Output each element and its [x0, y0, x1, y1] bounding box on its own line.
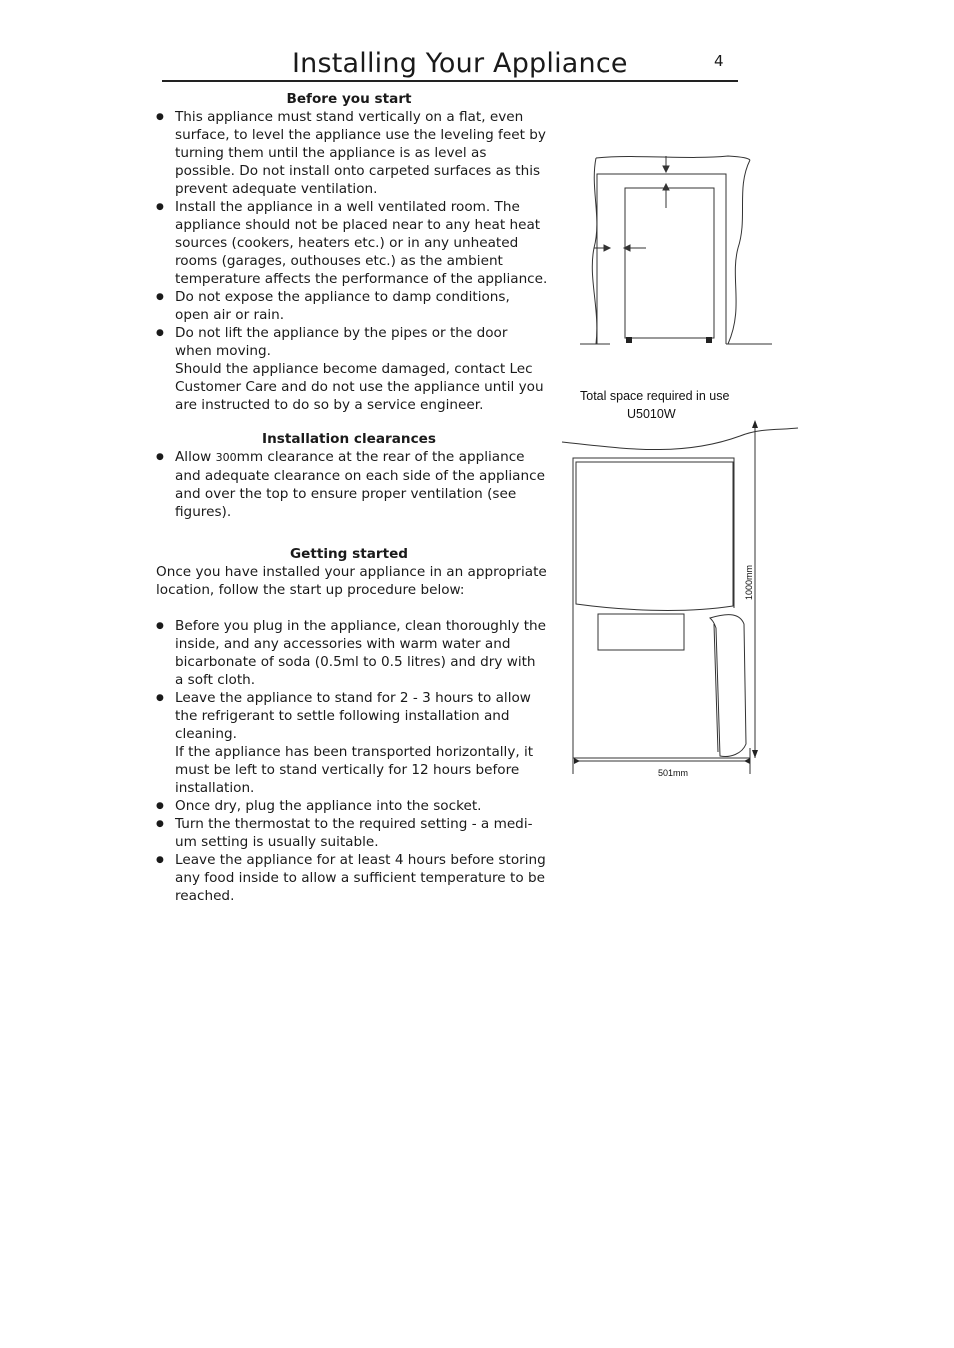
bullet-list: [156, 617, 548, 743]
list-item: ● Turn the thermostat to the required setting - a medi-um setting is usually suitable.: [156, 815, 548, 851]
clearance-text: mm clearance at the rear of the appliance and adequate clearance on each side of the appliance and over the top to ensure proper ventilation (see figures).: [175, 449, 545, 520]
section-heading: Before you start: [286, 91, 412, 107]
list-item: ● Leave the appliance for at least 4 hours before storing any food inside to allow a sufficient temperature to be reached.: [156, 851, 548, 905]
transport-note: If the appliance has been transported horizontally, it must be left to stand vertically for 12 hours before installation.: [175, 744, 534, 796]
bullet-list: [156, 108, 548, 360]
section-installation-clearances: [156, 430, 548, 521]
page-title: Installing Your Appliance: [292, 48, 628, 79]
section-getting-started: [156, 545, 548, 905]
list-item: ● Do not lift the appliance by the pipes or the door when moving.: [156, 324, 548, 360]
dimension-diagram: [560, 418, 800, 780]
figure-model: U5010W: [627, 407, 676, 421]
list-item: ● This appliance must stand vertically on a flat, even surface, to level the appliance use the leveling feet by turning them until the appliance is as level as possible. Do not install onto carpeted surfaces as this prevent adequate ventilation.: [156, 108, 548, 198]
page-number: 4: [714, 52, 724, 70]
clearance-value: 300: [215, 451, 237, 464]
damage-note: Should the appliance become damaged, contact Lec Customer Care and do not use the appliance until you are instructed to do so by a service engineer.: [175, 361, 544, 413]
header-rule: [162, 80, 738, 82]
list-item: ● Install the appliance in a well ventilated room. The appliance should not be placed near to any heat heat sources (cookers, heaters etc.) or in any unheated rooms (garages, outhouses etc.) as the ambient temperature affects the performance of the appliance.: [156, 198, 548, 288]
clearance-prefix: Allow: [175, 449, 216, 465]
height-dimension-label: 1000mm: [744, 564, 754, 600]
section-heading: Installation clearances: [262, 431, 436, 447]
list-item: ● Do not expose the appliance to damp conditions, open air or rain.: [156, 288, 548, 324]
section-heading: Getting started: [289, 546, 409, 562]
intro-text: Once you have installed your appliance in an appropriate location, follow the start up procedure below:: [156, 564, 547, 598]
bullet-list: [156, 448, 548, 521]
figure-caption: Total space required in use: [580, 389, 730, 403]
section-before-you-start: [156, 90, 548, 414]
width-dimension-label: 501mm: [658, 768, 689, 778]
clearance-diagram: [578, 148, 778, 348]
bullet-list: [156, 797, 548, 905]
list-item: ● Leave the appliance to stand for 2 - 3 hours to allow the refrigerant to settle following installation and cleaning.: [156, 689, 548, 743]
list-item: ● Before you plug in the appliance, clean thoroughly the inside, and any accessories with warm water and bicarbonate of soda (0.5ml to 0.5 litres) and dry with a soft cloth.: [156, 617, 548, 689]
list-item: ● Once dry, plug the appliance into the socket.: [156, 797, 548, 815]
list-item: [156, 448, 548, 521]
